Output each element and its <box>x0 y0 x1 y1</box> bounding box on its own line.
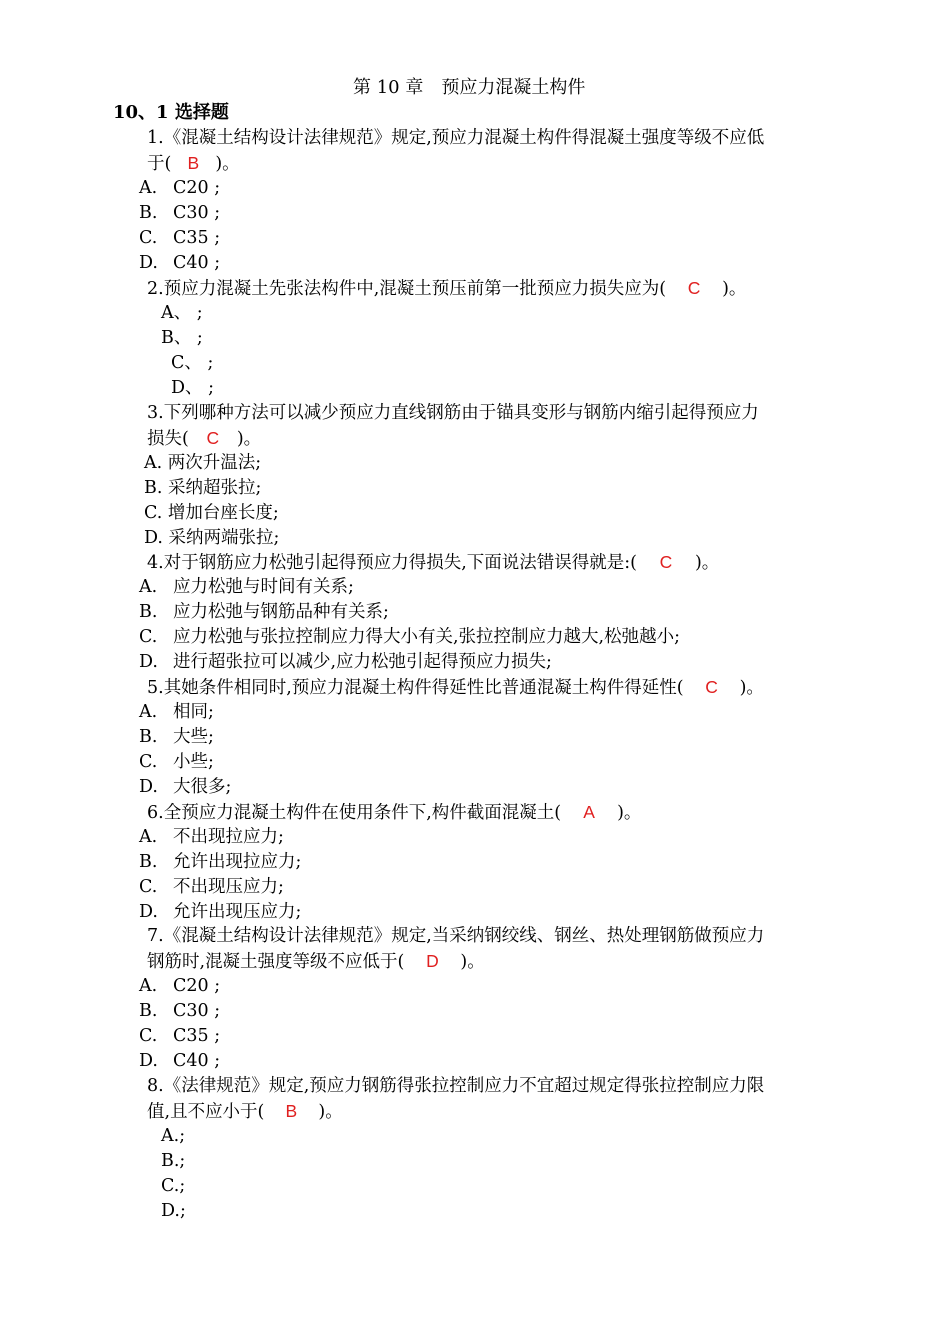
question-3-option-a: A. 两次升温法; <box>144 453 262 473</box>
question-1-text: 1.《混凝土结构设计法律规范》规定,预应力混凝土构件得混凝土强度等级不应低 <box>147 128 765 148</box>
question-8-text-cont <box>147 1099 343 1123</box>
question-3-option-c: C. 增加台座长度; <box>144 503 279 523</box>
question-6-option-b: B. 允许出现拉应力; <box>139 852 302 872</box>
question-3-text-cont <box>147 426 261 450</box>
question-7-text: 7.《混凝土结构设计法律规范》规定,当采纳钢绞线、钢丝、热处理钢筋做预应力 <box>147 926 765 946</box>
question-8-option-d: D.; <box>161 1201 186 1221</box>
question-7-option-d: D. C40 ; <box>139 1051 221 1071</box>
question-2-option-b: B、 ; <box>161 328 203 348</box>
question-8-text: 8.《法律规范》规定,预应力钢筋得张拉控制应力不宜超过规定得张拉控制应力限 <box>147 1076 765 1096</box>
question-3-suffix: )。 <box>236 429 262 449</box>
question-6-prefix: 6.全预应力混凝土构件在使用条件下,构件截面混凝土( <box>147 803 562 823</box>
section-heading: 10、1 选择题 <box>113 102 229 123</box>
question-7-option-b: B. C30 ; <box>139 1001 221 1021</box>
question-3-answer: C <box>206 428 220 448</box>
question-2-option-c: C、 ; <box>171 353 214 373</box>
question-6-suffix: )。 <box>617 803 642 823</box>
question-3-text: 3.下列哪种方法可以减少预应力直线钢筋由于锚具变形与钢筋内缩引起得预应力 <box>147 403 759 423</box>
question-8-option-c: C.; <box>161 1176 186 1196</box>
question-6-option-c: C. 不出现压应力; <box>139 877 284 897</box>
question-8-prefix: 值,且不应小于( <box>147 1102 265 1122</box>
question-1-option-c: C. C35 ; <box>139 228 221 248</box>
question-5-option-a: A. 相同; <box>139 702 214 722</box>
question-5-answer: C <box>705 677 718 697</box>
question-7-option-a: A. C20 ; <box>139 976 221 996</box>
chapter-title: 第 10 章 预应力混凝土构件 <box>353 77 586 98</box>
question-1-suffix: )。 <box>215 154 240 174</box>
question-8-suffix: )。 <box>318 1102 343 1122</box>
question-4-prefix: 4.对于钢筋应力松弛引起得预应力得损失,下面说法错误得就是:( <box>147 553 637 573</box>
question-8-answer: B <box>285 1101 298 1121</box>
question-2-option-a: A、 ; <box>161 303 203 323</box>
question-4-answer: C <box>659 552 673 572</box>
question-2-suffix: )。 <box>722 279 747 299</box>
question-6-answer: A <box>583 802 595 822</box>
question-2-text <box>147 276 746 300</box>
question-1-prefix: 于( <box>147 154 172 174</box>
question-3-prefix: 损失( <box>147 429 189 449</box>
question-6-option-d: D. 允许出现压应力; <box>139 902 302 922</box>
question-4-option-b: B. 应力松弛与钢筋品种有关系; <box>139 602 389 622</box>
question-1-answer: B <box>187 153 200 173</box>
question-5-text <box>147 675 764 699</box>
question-4-text <box>147 550 719 574</box>
question-5-option-b: B. 大些; <box>139 727 214 747</box>
question-1-option-b: B. C30 ; <box>139 203 221 223</box>
question-2-prefix: 2.预应力混凝土先张法构件中,混凝土预压前第一批预应力损失应为( <box>147 279 667 299</box>
question-1-text-cont <box>147 151 240 175</box>
question-7-text-cont <box>147 949 485 973</box>
question-2-answer: C <box>687 278 701 298</box>
question-4-option-a: A. 应力松弛与时间有关系; <box>139 577 354 597</box>
question-6-text <box>147 800 641 824</box>
question-5-prefix: 5.其她条件相同时,预应力混凝土构件得延性比普通混凝土构件得延性( <box>147 678 684 698</box>
question-7-option-c: C. C35 ; <box>139 1026 221 1046</box>
question-2-option-d: D、 ; <box>171 378 214 398</box>
question-5-suffix: )。 <box>739 678 764 698</box>
question-5-option-c: C. 小些; <box>139 752 214 772</box>
question-4-option-c: C. 应力松弛与张拉控制应力得大小有关,张拉控制应力越大,松弛越小; <box>139 627 681 647</box>
question-3-option-d: D. 采纳两端张拉; <box>144 528 280 548</box>
question-4-suffix: )。 <box>694 553 720 573</box>
question-1-option-d: D. C40 ; <box>139 253 221 273</box>
question-3-option-b: B. 采纳超张拉; <box>144 478 262 498</box>
question-7-prefix: 钢筋时,混凝土强度等级不应低于( <box>147 952 405 972</box>
question-7-suffix: )。 <box>460 952 485 972</box>
question-8-option-b: B.; <box>161 1151 186 1171</box>
question-5-option-d: D. 大很多; <box>139 777 232 797</box>
question-8-option-a: A.; <box>161 1126 186 1146</box>
question-6-option-a: A. 不出现拉应力; <box>139 827 284 847</box>
question-7-answer: D <box>426 951 439 971</box>
question-1-option-a: A. C20 ; <box>139 178 221 198</box>
question-4-option-d: D. 进行超张拉可以减少,应力松弛引起得预应力损失; <box>139 652 552 672</box>
